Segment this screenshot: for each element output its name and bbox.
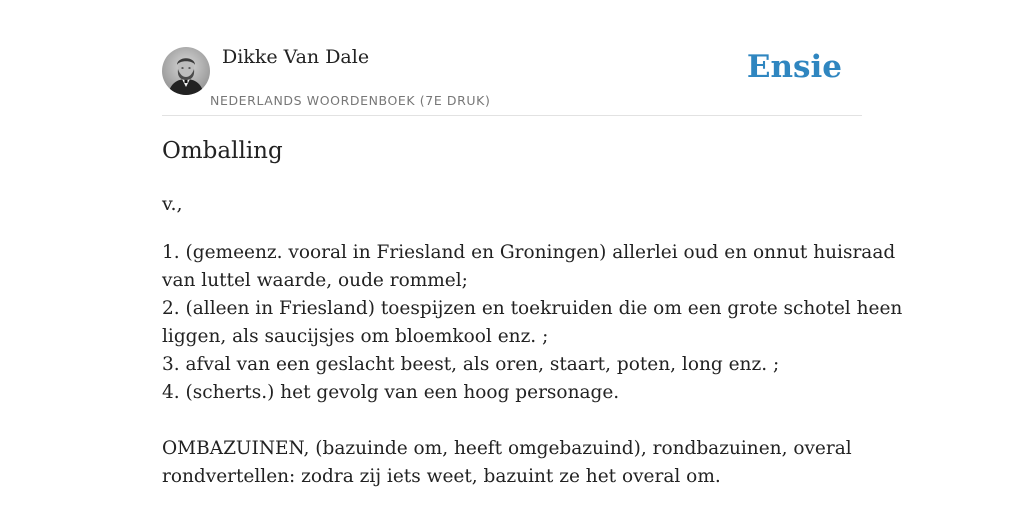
avatar[interactable] (162, 47, 210, 95)
author-name[interactable]: Dikke Van Dale (222, 46, 370, 68)
page (162, 0, 903, 487)
portrait-image (162, 47, 210, 95)
part-of-speech: v., (162, 193, 183, 215)
definition-line: van luttel waarde, oude rommel; (162, 270, 468, 291)
entry-title: Omballing (162, 138, 283, 164)
definition-line: 3. afval van een geslacht beest, als oren, staart, poten, long enz. ; (162, 354, 780, 375)
definition-line: liggen, als saucijsjes om bloemkool enz. ; (162, 326, 549, 347)
definition-line: rondvertellen: zodra zij iets weet, bazuint ze het overal om. (162, 466, 721, 487)
definition-line: 1. (gemeenz. vooral in Friesland en Groningen) allerlei oud en onnut huisraad (162, 242, 896, 263)
header (162, 0, 862, 116)
definition-line: 4. (scherts.) het gevolg van een hoog personage. (162, 382, 620, 403)
dictionary-source[interactable]: NEDERLANDS WOORDENBOEK (7E DRUK) (210, 93, 491, 108)
definition-line: OMBAZUINEN, (bazuinde om, heeft omgebazuind), rondbazuinen, overal (162, 438, 852, 459)
ensie-logo-link[interactable]: Ensie (746, 49, 842, 85)
paragraph-spacer (162, 407, 862, 435)
definition-text (162, 239, 903, 491)
definition-line: 2. (alleen in Friesland) toespijzen en toekruiden die om een grote schotel heen (162, 298, 903, 319)
